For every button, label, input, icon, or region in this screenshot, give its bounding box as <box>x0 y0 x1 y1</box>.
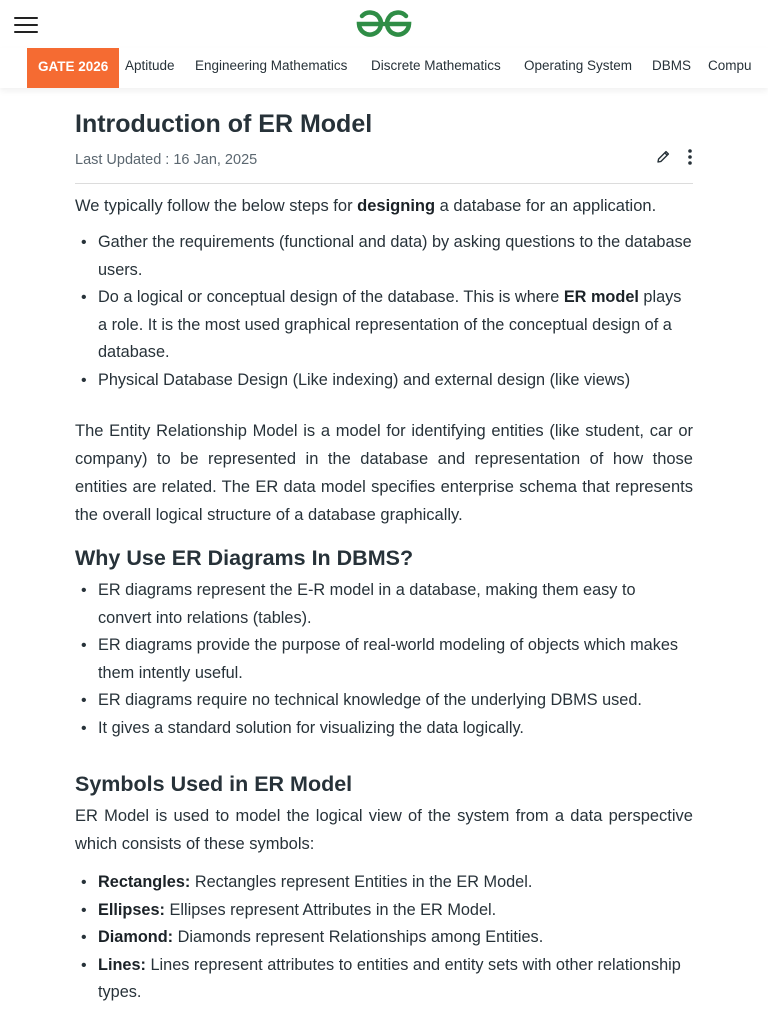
gfg-logo-icon[interactable] <box>354 8 414 45</box>
list-item: • ER diagrams provide the purpose of real-world modeling of objects which makes them intently useful. <box>75 632 693 687</box>
category-nav <box>0 48 768 88</box>
nav-item-gate-2026[interactable]: GATE 2026 <box>27 48 119 88</box>
list-item: • Lines: Lines represent attributes to entities and entity sets with other relationship types. <box>75 952 693 1007</box>
nav-item-discrete-mathematics[interactable]: Discrete Mathematics <box>371 58 501 73</box>
edit-pencil-icon[interactable] <box>655 149 671 170</box>
symbols-list <box>75 869 693 1007</box>
symbols-heading: Symbols Used in ER Model <box>75 772 353 796</box>
nav-item-aptitude[interactable]: Aptitude <box>125 58 175 73</box>
list-item: • ER diagrams represent the E-R model in a database, making them easy to convert into relations (tables). <box>75 577 693 632</box>
nav-item-operating-system[interactable]: Operating System <box>524 58 633 73</box>
title-divider <box>75 183 693 184</box>
hamburger-menu-icon[interactable] <box>14 15 38 35</box>
nav-item-dbms[interactable]: DBMS <box>652 58 692 73</box>
intro-paragraph: We typically follow the below steps for designing a database for an application. <box>75 197 657 215</box>
more-vertical-icon[interactable] <box>687 148 693 171</box>
symbols-intro: ER Model is used to model the logical view of the system from a data perspective which consists of these symbols: <box>75 807 693 853</box>
list-item: • It gives a standard solution for visualizing the data logically. <box>75 715 693 743</box>
page-title: Introduction of ER Model <box>75 110 373 138</box>
why-heading: Why Use ER Diagrams In DBMS? <box>75 546 414 570</box>
list-item: • Rectangles: Rectangles represent Entities in the ER Model. <box>75 869 693 897</box>
list-item: • Physical Database Design (Like indexing) and external design (like views) <box>75 367 693 395</box>
list-item: • Gather the requirements (functional and data) by asking questions to the database users. <box>75 229 693 284</box>
last-updated: Last Updated : 16 Jan, 2025 <box>75 152 258 168</box>
list-item: • Do a logical or conceptual design of the database. This is where ER model plays a role. It is the most used graphical representation of the conceptual design of a database. <box>75 284 693 367</box>
list-item: • Ellipses: Ellipses represent Attributes in the ER Model. <box>75 897 693 925</box>
design-steps-list <box>75 229 693 394</box>
nav-item-engineering-mathematics[interactable]: Engineering Mathematics <box>195 58 348 73</box>
why-list <box>75 577 693 742</box>
top-bar <box>0 0 768 49</box>
nav-item-computer[interactable]: Compu <box>708 58 752 73</box>
list-item: • Diamond: Diamonds represent Relationships among Entities. <box>75 924 693 952</box>
er-model-paragraph: The Entity Relationship Model is a model for identifying entities (like student, car or company) to be represented in the database and representation of how those entities are related. The ER data model specifies enterprise schema that represents the overall logical structure of a database graphically. <box>75 422 693 524</box>
article-tools <box>655 148 693 168</box>
list-item: • ER diagrams require no technical knowledge of the underlying DBMS used. <box>75 687 693 715</box>
